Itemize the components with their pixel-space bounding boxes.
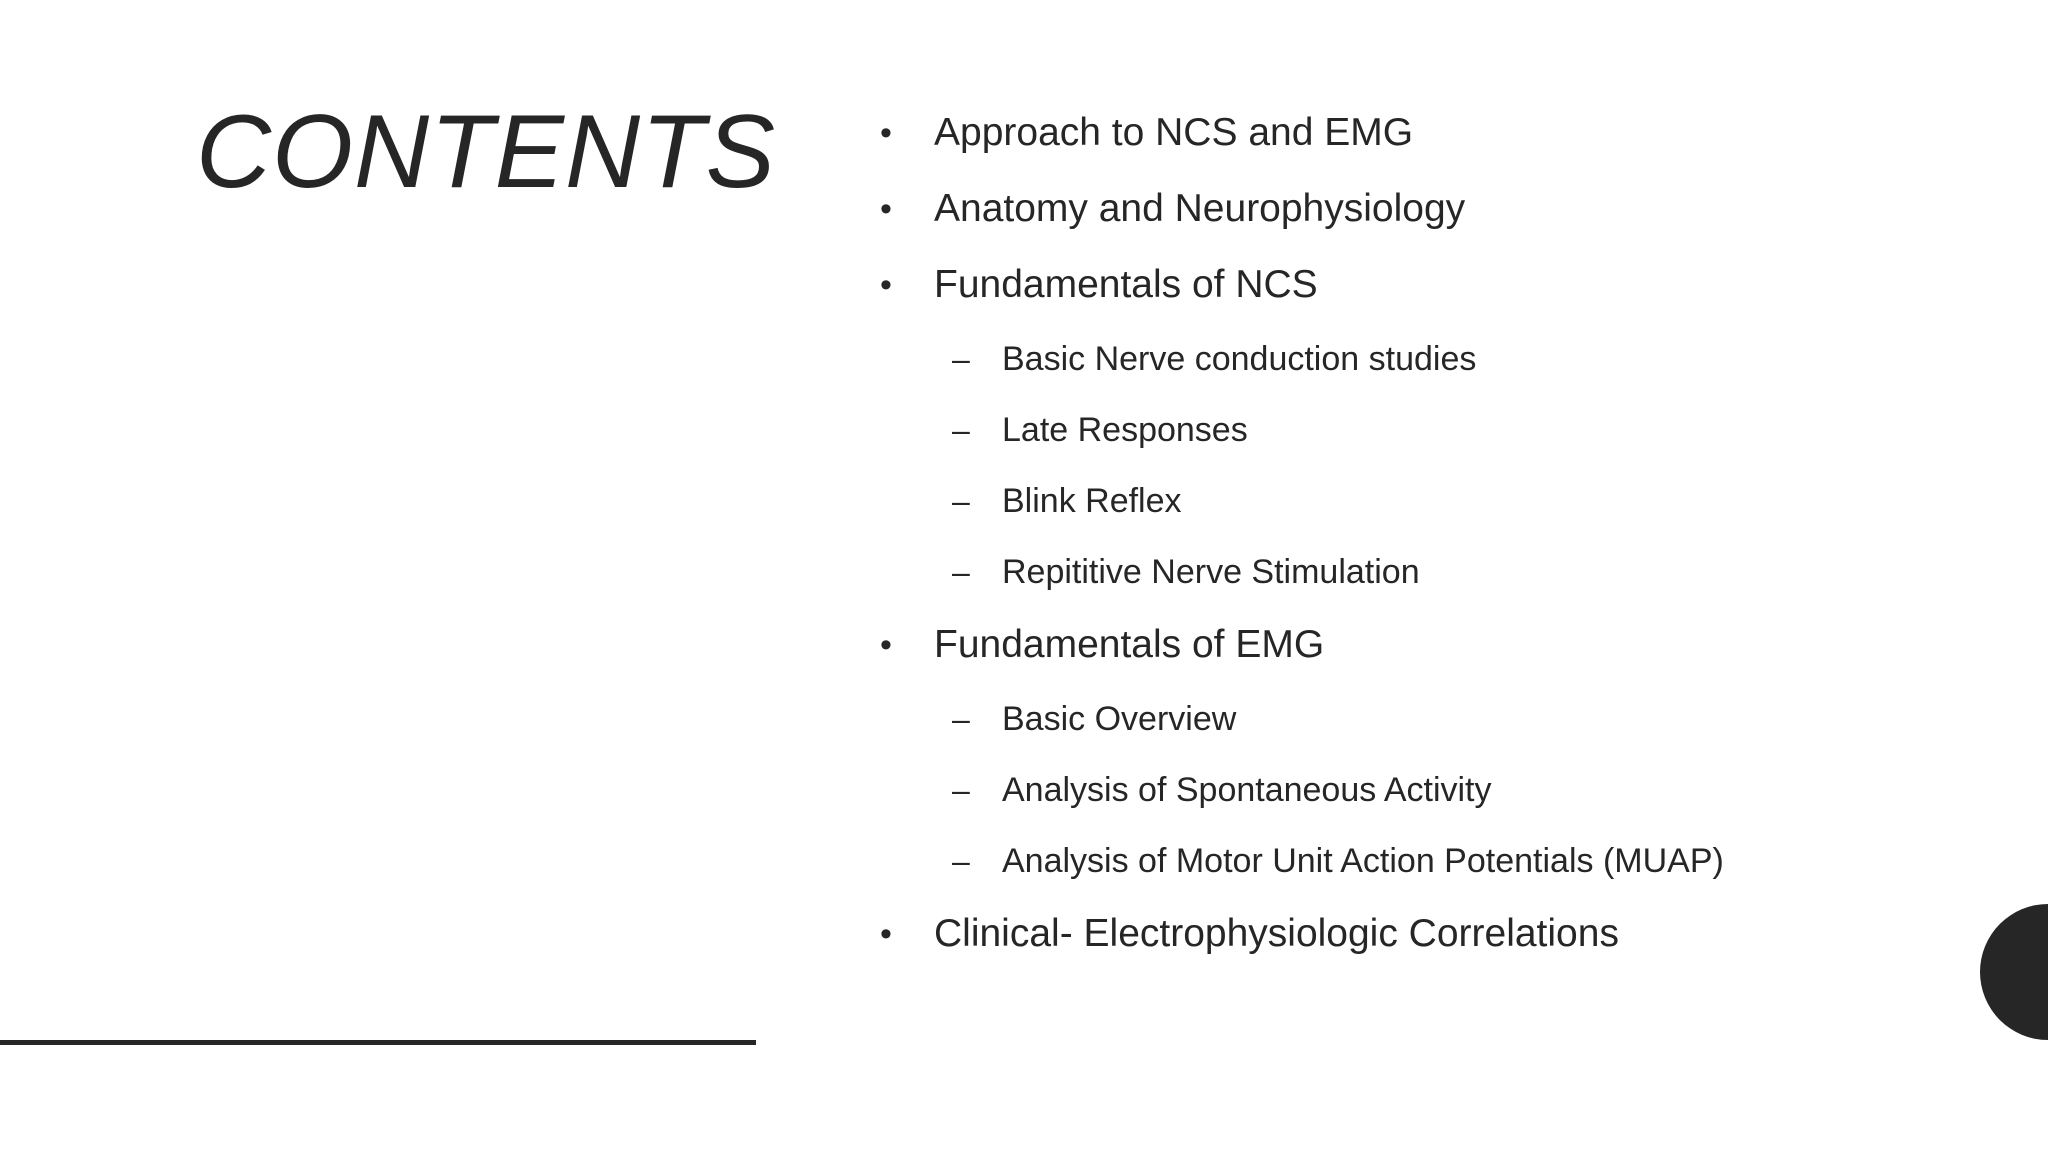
contents-sub-item [880, 328, 1724, 399]
contents-sub-item [880, 688, 1724, 759]
contents-sub-item [880, 541, 1724, 612]
contents-list [880, 100, 1724, 977]
bullet-marker: • [880, 190, 892, 228]
dash-marker: – [952, 554, 970, 590]
dash-marker: – [952, 412, 970, 448]
bullet-marker: • [880, 626, 892, 664]
title-underline-rule [0, 1040, 756, 1045]
contents-sub-item [880, 830, 1724, 901]
contents-sub-item [880, 470, 1724, 541]
contents-bullet-item [880, 100, 1724, 176]
contents-item-text: Blink Reflex [1002, 482, 1182, 520]
decorative-circle [1980, 904, 2048, 1040]
contents-item-text: Basic Nerve conduction studies [1002, 340, 1477, 378]
slide-title: CONTENTS [196, 94, 776, 210]
contents-item-text: Analysis of Motor Unit Action Potentials (MUAP) [1002, 842, 1724, 880]
dash-marker: – [952, 772, 970, 808]
bullet-marker: • [880, 915, 892, 953]
contents-sub-item [880, 759, 1724, 830]
contents-item-text: Late Responses [1002, 411, 1248, 449]
contents-sub-item [880, 399, 1724, 470]
bullet-marker: • [880, 114, 892, 152]
contents-bullet-item [880, 176, 1724, 252]
contents-item-text: Analysis of Spontaneous Activity [1002, 771, 1492, 809]
contents-bullet-item [880, 252, 1724, 328]
contents-item-text: Fundamentals of NCS [934, 263, 1318, 306]
contents-item-text: Anatomy and Neurophysiology [934, 187, 1466, 230]
contents-bullet-item [880, 901, 1724, 977]
contents-item-text: Approach to NCS and EMG [934, 111, 1414, 154]
bullet-marker: • [880, 266, 892, 304]
contents-item-text: Fundamentals of EMG [934, 623, 1325, 666]
contents-bullet-item [880, 612, 1724, 688]
dash-marker: – [952, 701, 970, 737]
contents-item-text: Repititive Nerve Stimulation [1002, 553, 1420, 591]
contents-item-text: Clinical- Electrophysiologic Correlations [934, 912, 1619, 955]
dash-marker: – [952, 843, 970, 879]
dash-marker: – [952, 483, 970, 519]
contents-item-text: Basic Overview [1002, 700, 1237, 738]
dash-marker: – [952, 341, 970, 377]
